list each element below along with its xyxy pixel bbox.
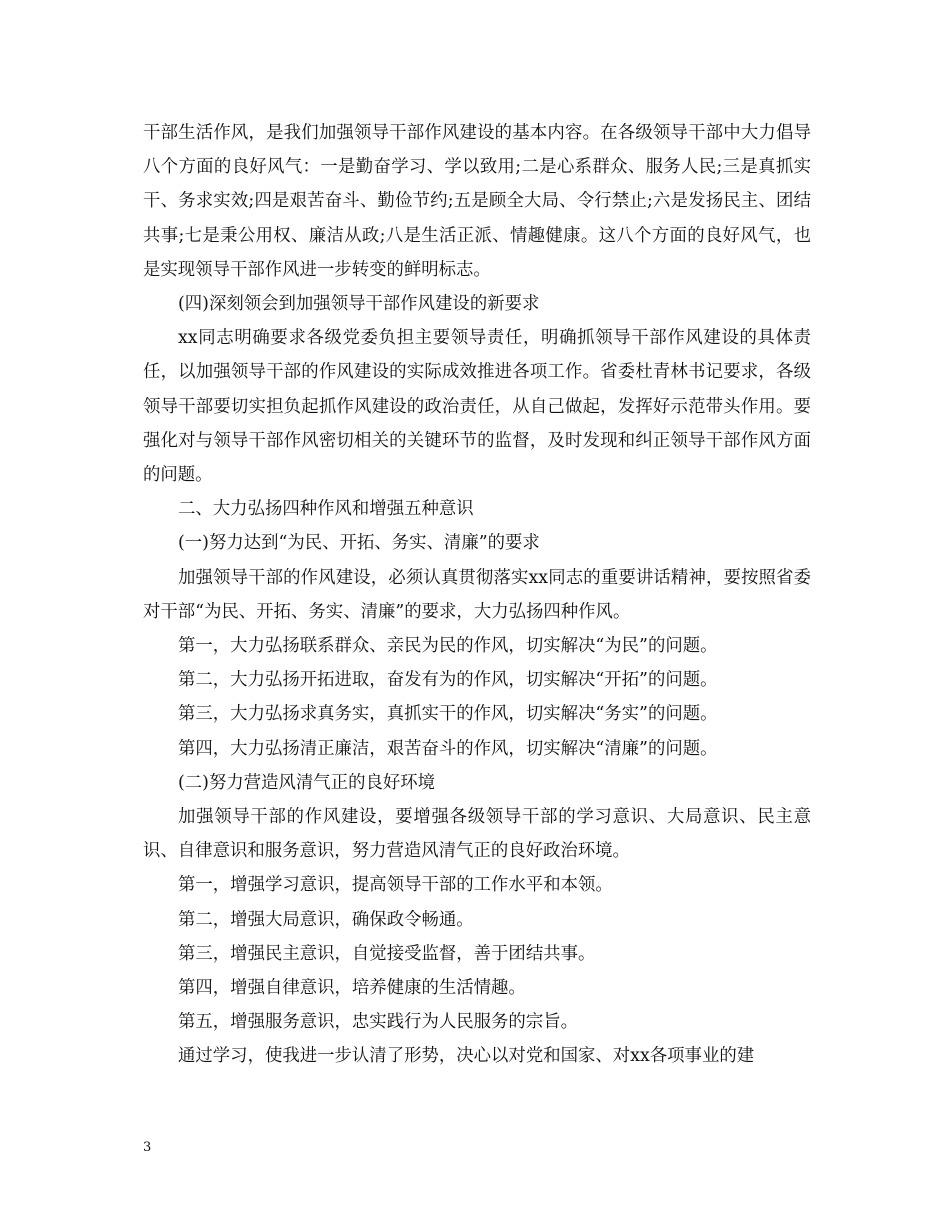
page-number: 3	[143, 1140, 152, 1155]
list-item: 第一，大力弘扬联系群众、亲民为民的作风，切实解决“为民”的问题。	[178, 636, 718, 657]
paragraph-trailing: 通过学习，使我进一步认清了形势，决心以对党和国家、对xx各项事业的建	[178, 1046, 755, 1067]
paragraph: 加强领导干部的作风建设，要增强各级领导干部的学习意识、大局意识、民主意识、自律意识和服务意识，努力营造风清气正的良好政治环境。	[143, 807, 811, 862]
subsection-heading-1: (一)努力达到“为民、开拓、务实、清廉”的要求	[178, 533, 540, 554]
paragraph: 加强领导干部的作风建设，必须认真贯彻落实xx同志的重要讲话精神，要按照省委对干部“为民、开拓、务实、清廉”的要求，大力弘扬四种作风。	[143, 567, 811, 622]
list-item: 第五，增强服务意识，忠实践行为人民服务的宗旨。	[178, 1012, 578, 1033]
section-heading-2: 二、大力弘扬四种作风和增强五种意识	[178, 499, 474, 520]
list-item: 第三，大力弘扬求真务实，真抓实干的作风，切实解决“务实”的问题。	[178, 704, 718, 725]
list-item: 第三，增强民主意识，自觉接受监督，善于团结共事。	[178, 943, 596, 964]
paragraph-continuation: 干部生活作风，是我们加强领导干部作风建设的基本内容。在各级领导干部中大力倡导八个方面的良好风气：一是勤奋学习、学以致用;二是心系群众、服务人民;三是真抓实干、务求实效;四是艰苦奋斗、勤俭节约;五是顾全大局、令行禁止;六是发扬民主、团结共事;七是秉公用权、廉洁从政;八是生活正派、情趣健康。这八个方面的良好风气，也是实现领导干部作风进一步转变的鲜明标志。	[143, 123, 811, 280]
section-heading-4: (四)深刻领会到加强领导干部作风建设的新要求	[178, 294, 540, 315]
list-item: 第四，增强自律意识，培养健康的生活情趣。	[178, 978, 526, 999]
list-item: 第一，增强学习意识，提高领导干部的工作水平和本领。	[178, 875, 613, 896]
paragraph: xx同志明确要求各级党委负担主要领导责任，明确抓领导干部作风建设的具体责任，以加强领导干部的作风建设的实际成效推进各项工作。省委杜青林书记要求，各级领导干部要切实担负起抓作风建设的政治责任，从自己做起，发挥好示范带头作用。要强化对与领导干部作风密切相关的关键环节的监督，及时发现和纠正领导干部作风方面的问题。	[143, 328, 811, 486]
subsection-heading-2: (二)努力营造风清气正的良好环境	[178, 772, 436, 793]
list-item: 第二，大力弘扬开拓进取，奋发有为的作风，切实解决“开拓”的问题。	[178, 670, 718, 691]
list-item: 第二，增强大局意识，确保政令畅通。	[178, 909, 474, 930]
document-body	[143, 116, 811, 1074]
list-item: 第四，大力弘扬清正廉洁，艰苦奋斗的作风，切实解决“清廉”的问题。	[178, 738, 718, 759]
